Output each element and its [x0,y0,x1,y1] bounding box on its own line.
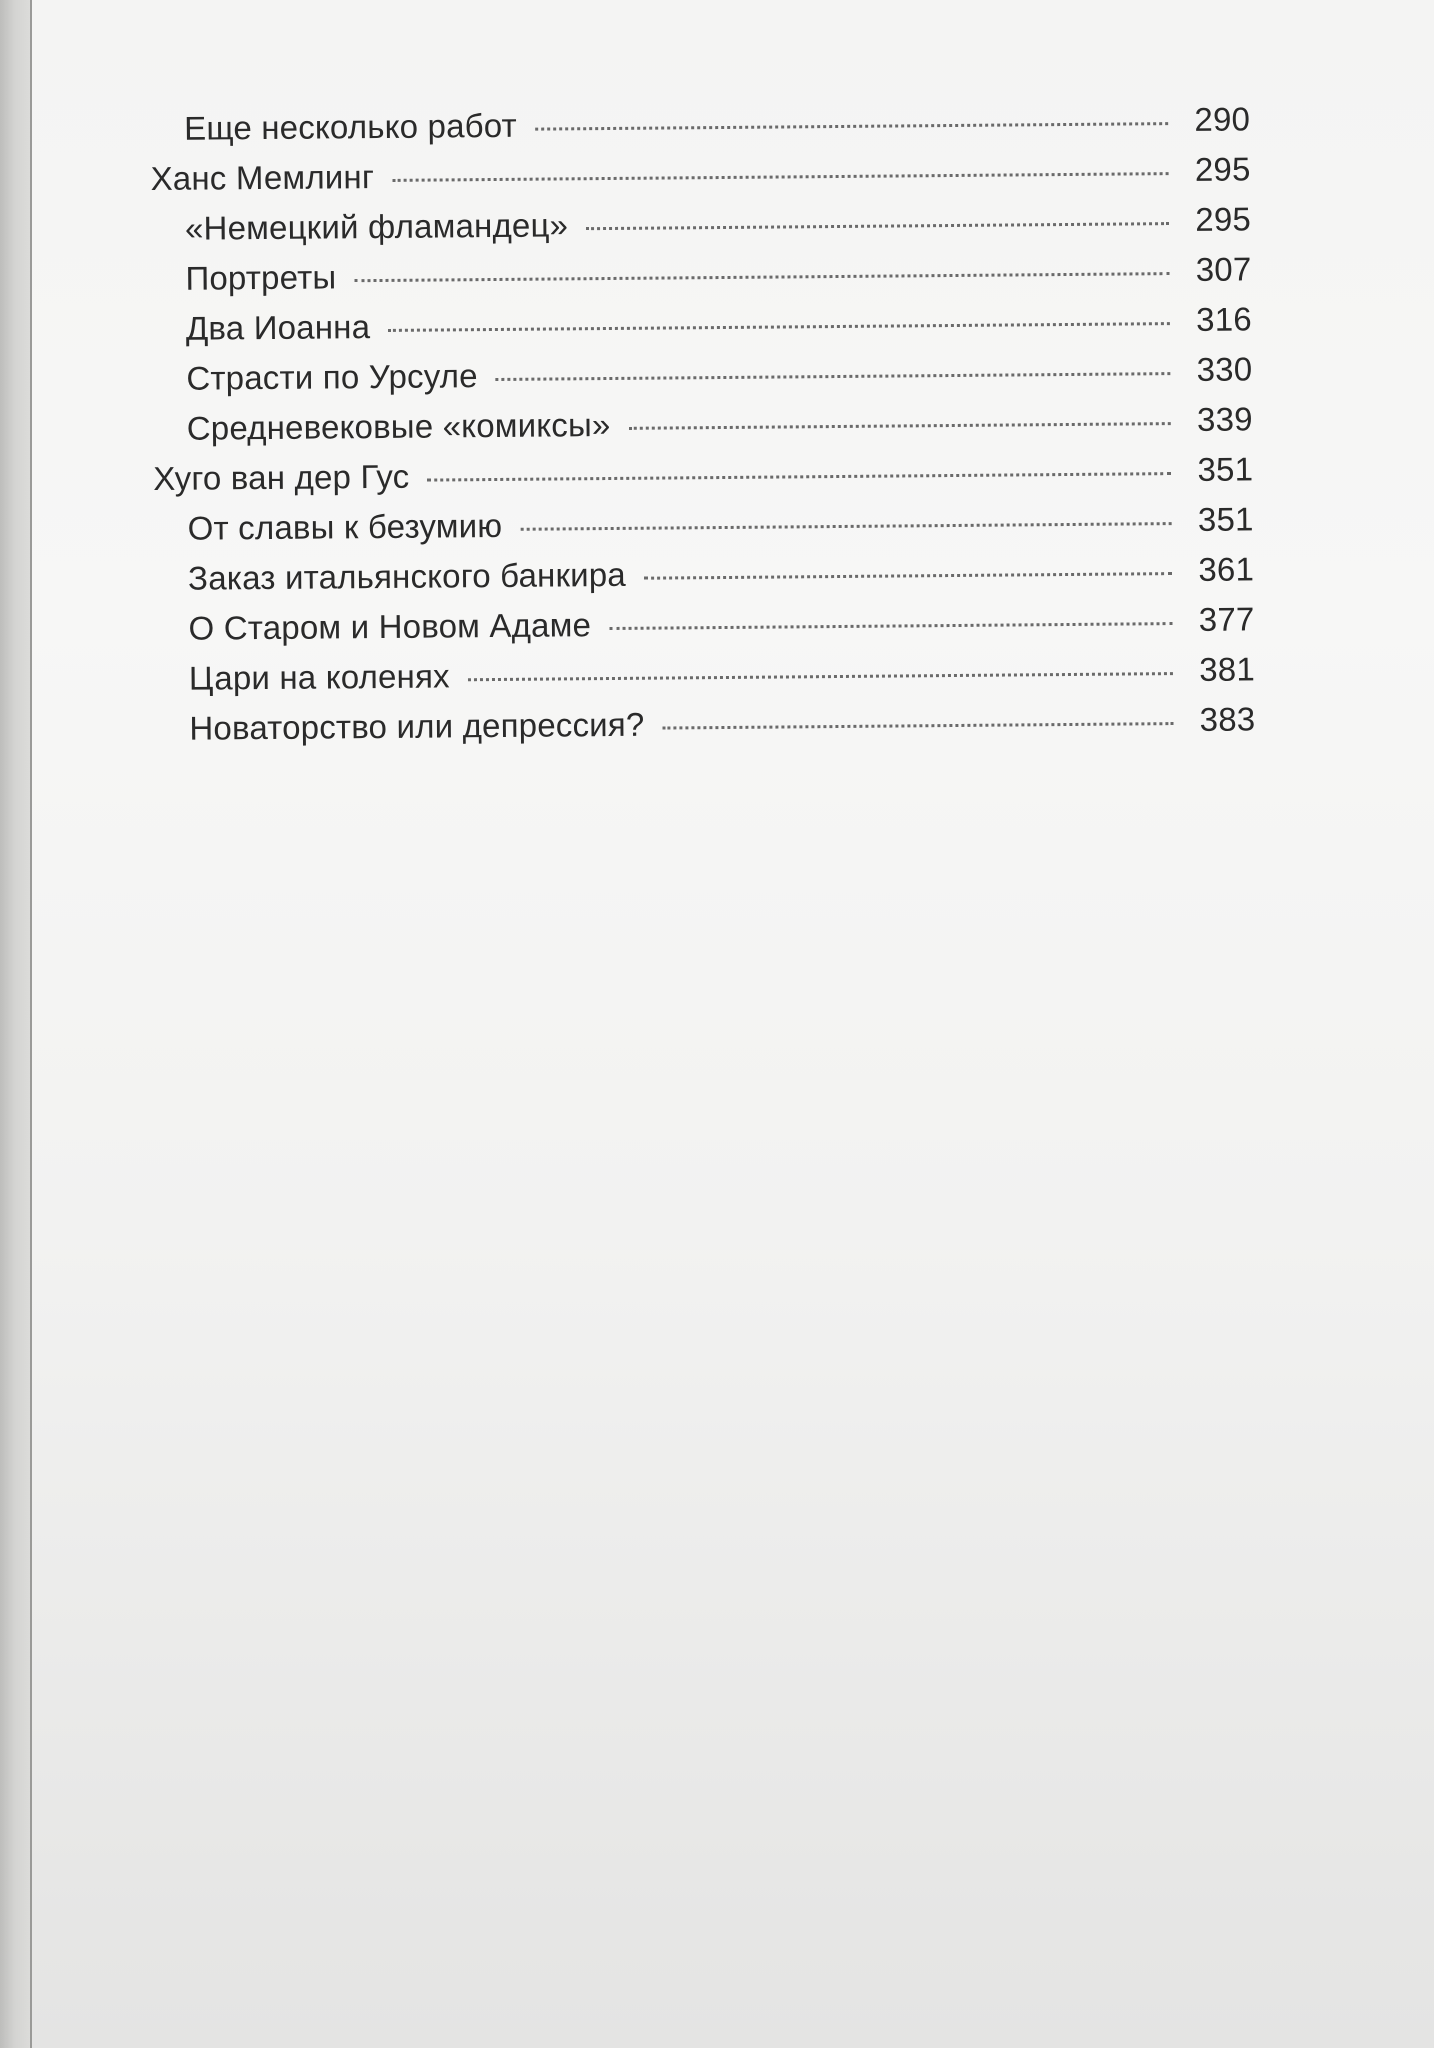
table-of-contents [150,100,1256,760]
toc-entry-page: 383 [1199,700,1256,738]
toc-entry-page: 377 [1198,600,1255,638]
toc-dot-leader [468,672,1173,681]
toc-entry-page: 295 [1194,150,1251,188]
toc-entry-title: Хуго ван дер Гус [153,457,410,497]
toc-entry-title: Средневековые «комиксы» [186,405,611,447]
toc-dot-leader [609,622,1172,630]
toc-dot-leader [354,272,1169,282]
toc-dot-leader [427,472,1171,481]
toc-dot-leader [392,172,1168,182]
toc-entry-title: Два Иоанна [185,308,371,347]
toc-entry-page: 290 [1194,100,1251,138]
toc-entry-title: Новаторство или депрессия? [189,705,645,747]
toc-dot-leader [644,572,1172,580]
toc-dot-leader [535,122,1168,131]
toc-dot-leader [388,322,1170,332]
toc-entry-title: От славы к безумию [187,506,503,547]
toc-entry-title: Цари на коленях [188,657,450,697]
toc-entry-title: Еще несколько работ [183,106,518,147]
toc-entry-title: Ханс Мемлинг [150,158,375,197]
toc-entry-page: 351 [1197,500,1254,538]
toc-dot-leader [496,372,1171,381]
toc-dot-leader [662,722,1173,729]
toc-entry-title: Портреты [185,258,337,297]
toc-entry-page: 330 [1196,350,1253,388]
book-page [30,0,1434,2048]
toc-dot-leader [520,522,1171,531]
toc-entry-title: Страсти по Урсуле [186,357,478,397]
toc-entry-page: 307 [1195,250,1252,288]
toc-entry-page: 351 [1197,450,1254,488]
toc-entry-page: 361 [1198,550,1255,588]
toc-entry-page: 339 [1196,400,1253,438]
toc-dot-leader [586,222,1169,230]
toc-entry-title: Заказ итальянского банкира [187,555,627,597]
toc-entry-page: 295 [1195,200,1252,238]
toc-entry-title: «Немецкий фламандец» [184,206,569,247]
toc-entry-page: 381 [1199,650,1256,688]
toc-entry-page: 316 [1196,300,1253,338]
toc-entry-title: О Старом и Новом Адаме [188,606,592,647]
toc-dot-leader [629,422,1171,430]
toc-entry [155,700,1255,760]
